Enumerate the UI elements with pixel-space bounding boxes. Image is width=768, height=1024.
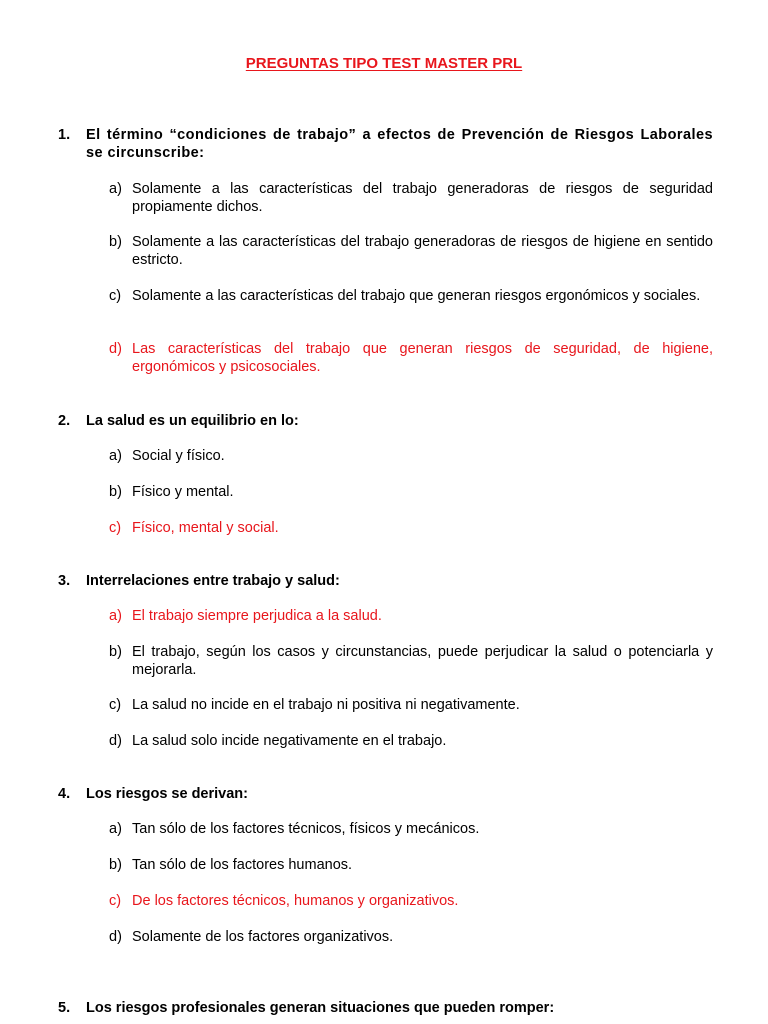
option-text: Solamente a las características del trabajo generadoras de riesgos de higiene en sentido estricto. [132,234,713,268]
option-text: Las características del trabajo que generan riesgos de seguridad, de higiene, ergonómicos y psicosociales. [132,341,713,375]
option-letter: a) [109,181,122,197]
option-text: El trabajo, según los casos y circunstancias, puede perjudicar la salud o potenciarla y mejorarla. [132,644,713,678]
option-letter: a) [109,821,122,837]
question-number: 2. [58,413,71,429]
option-text: La salud solo incide negativamente en el trabajo. [132,733,447,749]
option-text: La salud no incide en el trabajo ni positiva ni negativamente. [132,697,520,713]
option-letter: a) [109,608,122,624]
question-number: 1. [58,127,71,143]
option-letter: c) [109,893,122,909]
option-text: Tan sólo de los factores técnicos, físicos y mecánicos. [132,821,480,837]
option-letter: d) [109,341,122,357]
question-text: El término “condiciones de trabajo” a efectos de Prevención de Riesgos Laborales se circunscribe: [86,127,713,161]
option-text: Solamente a las características del trabajo que generan riesgos ergonómicos y sociales. [132,288,701,304]
option-letter: c) [109,288,122,304]
option-text: El trabajo siempre perjudica a la salud. [132,608,382,624]
document-title: PREGUNTAS TIPO TEST MASTER PRL [245,55,523,72]
question-text: La salud es un equilibrio en lo: [86,413,299,429]
option-letter: b) [109,234,122,250]
question-text: Los riesgos se derivan: [86,786,248,802]
question-number: 4. [58,786,71,802]
question-text: Interrelaciones entre trabajo y salud: [86,573,340,589]
option-letter: b) [109,644,122,660]
option-letter: c) [109,520,122,536]
option-letter: d) [109,929,122,945]
question-text: Los riesgos profesionales generan situaciones que pueden romper: [86,1000,555,1016]
option-letter: c) [109,697,122,713]
option-text: Solamente de los factores organizativos. [132,929,394,945]
option-text: Social y físico. [132,448,225,464]
option-letter: b) [109,857,122,873]
option-text: De los factores técnicos, humanos y organizativos. [132,893,459,909]
option-text: Tan sólo de los factores humanos. [132,857,353,873]
option-letter: a) [109,448,122,464]
question-number: 5. [58,1000,71,1016]
option-text: Solamente a las características del trabajo generadoras de riesgos de seguridad propiamente dichos. [132,181,713,215]
option-letter: b) [109,484,122,500]
option-text: Físico y mental. [132,484,234,500]
question-number: 3. [58,573,71,589]
option-text: Físico, mental y social. [132,520,279,536]
option-letter: d) [109,733,122,749]
